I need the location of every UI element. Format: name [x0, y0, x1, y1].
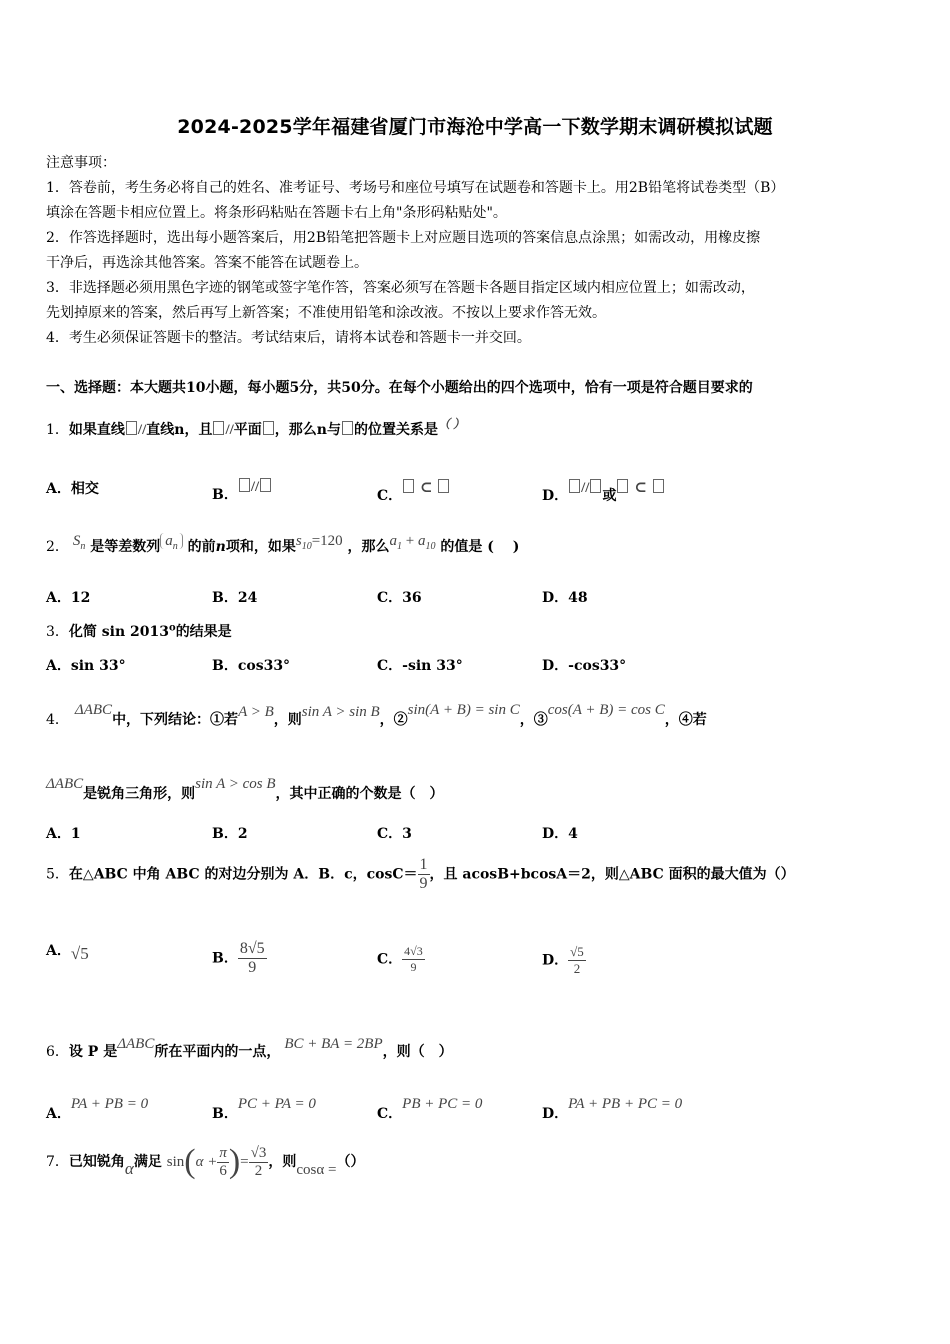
q5-option-c[interactable] [377, 944, 425, 975]
frac-den: 9 [248, 959, 257, 976]
question-4-cont [46, 776, 444, 803]
frac-num: √3 [250, 1144, 267, 1161]
math-inner: α + [195, 1154, 218, 1170]
q-text: （） [336, 1154, 365, 1170]
q-expr: sin 2013 [101, 624, 170, 640]
math-sub: 1 [397, 541, 403, 552]
q2-option-b[interactable]: B．24 [212, 590, 258, 606]
q-text: 直线 [146, 422, 175, 438]
placeholder-symbol [653, 479, 664, 493]
q-text: 的结果是 [175, 624, 232, 640]
notes-line: 1．答卷前，考生务必将自己的姓名、准考证号、考场号和座位号填写在试题卷和答题卡上。用2B铅笔将试卷类型（B） [46, 180, 785, 196]
math-an [160, 533, 183, 552]
question-number: 3． [46, 624, 69, 640]
q3-option-c[interactable]: C．-sin 33° [377, 658, 463, 674]
option-label: D． [542, 952, 569, 969]
math-s: s [295, 533, 302, 549]
question-3 [46, 621, 232, 641]
q-text: 中，下列结论：①若 [112, 712, 239, 728]
math-sub: n [80, 541, 86, 552]
degree-symbol: o [169, 622, 176, 634]
math-expr: cos(A + B) = cos C [547, 702, 665, 718]
notes-line: 4．考生必须保证答题卡的整洁。考试结束后，请将本试卷和答题卡一并交回。 [46, 330, 531, 346]
frac-den: 2 [254, 1162, 263, 1179]
q-text: 是等差数列 [90, 539, 161, 555]
q4-option-a[interactable]: A．1 [46, 826, 81, 842]
q-text: ，且 [184, 422, 213, 438]
option-label: C． [377, 488, 403, 504]
option-label: C． [377, 1106, 403, 1122]
frac-num: 8√5 [239, 940, 265, 957]
page-title: 2024-2025学年福建省厦门市海沧中学高一下数学期末调研模拟试题 [177, 116, 773, 138]
placeholder-symbol [260, 478, 271, 492]
q1-option-d[interactable] [542, 478, 665, 505]
parallel-symbol: // [581, 480, 590, 496]
math-sin-expr: sin(α + $\frac{\pi}{6}$ )= $\frac{√3}{2}$ [166, 1143, 267, 1180]
math-s: S [72, 533, 81, 549]
subset-symbol: ⊂ [634, 480, 647, 496]
q3-option-b[interactable]: B．cos33° [212, 658, 291, 674]
q3-option-a[interactable]: A．sin 33° [46, 658, 126, 674]
q-text: 项和，如果 [225, 539, 296, 555]
question-7 [46, 1143, 364, 1181]
math-expr: PC + PA = 0 [237, 1096, 316, 1112]
math-expr: PA + PB + PC = 0 [568, 1096, 683, 1112]
option-label: D． [542, 1106, 569, 1122]
option-label: D． [542, 488, 569, 504]
option-or: 或 [602, 488, 617, 504]
frac-den: 2 [573, 961, 581, 976]
question-4 [46, 702, 707, 729]
frac-num: π [219, 1144, 227, 1161]
q-text: 如果直线 [68, 422, 125, 438]
math-triangle: ΔABC [46, 776, 84, 792]
question-5 [46, 856, 795, 893]
math-eq: = [240, 1154, 249, 1170]
q-text: ，则 [268, 1154, 297, 1170]
notes-line: 3．非选择题必须用黑色字迹的钢笔或签字笔作答，答案必须写在答题卡各题目指定区域内相应位置上；如需改动， [46, 280, 755, 296]
fraction-pi-6 [217, 1145, 229, 1180]
placeholder-symbol [569, 479, 580, 493]
q-var: n [316, 422, 327, 438]
question-2 [46, 533, 519, 556]
option-label: A． [46, 1106, 71, 1122]
placeholder-symbol [213, 421, 224, 435]
fraction [402, 944, 425, 975]
question-number: 4． [46, 712, 69, 728]
q-text: 在△ABC 中角 ABC 的对边分别为 A．B．c，cosC＝ [68, 866, 418, 883]
parallel-symbol: // [250, 479, 260, 495]
q1-option-a[interactable]: A．相交 [46, 481, 99, 497]
placeholder-symbol [438, 479, 449, 493]
math-expr: sin A > cos B [195, 776, 276, 792]
math-expr: PA + PB = 0 [70, 1096, 149, 1112]
question-6 [46, 1036, 453, 1061]
math-a1-a10 [389, 533, 436, 552]
q-text: ，那么 [274, 422, 317, 438]
q-text: ，且 acosB+bcosA＝2，则△ABC 面积的最大值为（） [429, 866, 795, 883]
math-triangle: ΔABC [117, 1036, 155, 1052]
placeholder-symbol [617, 479, 628, 493]
placeholder-symbol [590, 479, 601, 493]
q-text: ，③ [519, 712, 548, 728]
placeholder-symbol [126, 421, 137, 435]
math-sub: 10 [425, 541, 436, 552]
parallel-symbol: // [137, 422, 147, 438]
math-expr: √5 [70, 944, 89, 963]
fraction-root3-2 [249, 1145, 269, 1180]
q6-option-a[interactable] [46, 1096, 148, 1123]
notes-line: 干净后，再选涂其他答案。答案不能答在试题卷上。 [46, 255, 368, 271]
q1-option-b[interactable] [212, 478, 272, 504]
frac-num: 4√3 [404, 944, 423, 958]
math-expr: BC + BA = 2BP [284, 1036, 383, 1052]
frac-den: 9 [410, 960, 417, 974]
q5-option-a[interactable] [46, 940, 89, 964]
math-expr: sin A > sin B [301, 704, 380, 720]
math-a: a [165, 533, 173, 549]
question-number: 6． [46, 1044, 69, 1060]
q-text: 化简 [68, 624, 97, 640]
question-number: 1． [46, 422, 69, 438]
notes-block [46, 151, 906, 351]
math-eq: =120 [311, 533, 343, 549]
q-text: 的前 [187, 539, 216, 555]
q1-option-c[interactable] [377, 478, 450, 505]
placeholder-symbol [403, 479, 414, 493]
question-number: 7． [46, 1154, 69, 1170]
option-label: C． [377, 951, 403, 968]
math-a: a [389, 533, 398, 549]
math-plus: + [405, 533, 415, 549]
q5-option-b[interactable] [212, 940, 267, 977]
q-text: ，② [379, 712, 408, 728]
math-expr: A > B [238, 704, 274, 720]
q-text: ，其中正确的个数是（ ） [275, 786, 444, 802]
math-expr: sin(A + B) = sin C [407, 702, 520, 718]
q-var: n [215, 539, 226, 555]
section-heading: 一、选择题：本大题共10小题，每小题5分，共50分。在每个小题给出的四个选项中，恰有一项是符合题目要求的 [46, 380, 753, 396]
q-text: 设 P 是 [68, 1044, 118, 1060]
math-sub: 10 [301, 541, 312, 552]
fraction-1-9 [418, 856, 430, 893]
math-sin: sin [166, 1154, 185, 1170]
option-label: B． [212, 950, 238, 967]
q-text: ，则 [273, 712, 302, 728]
q4-option-c[interactable]: C．3 [377, 826, 412, 842]
q2-option-d[interactable]: D．48 [542, 590, 588, 606]
notes-line: 2．作答选择题时，选出每小题答案后，用2B铅笔把答题卡上对应题目选项的答案信息点涂黑；如需改动，用橡皮擦 [46, 230, 761, 246]
q-text: 与 [326, 422, 341, 438]
q-var: n [174, 422, 185, 438]
q-text: 所在平面内的一点， [154, 1044, 281, 1060]
placeholder-symbol [239, 478, 250, 492]
answer-paren: （ ） [437, 417, 465, 431]
q-text: 已知锐角 [68, 1154, 125, 1170]
frac-num: 1 [419, 856, 428, 873]
frac-den: 6 [219, 1162, 227, 1179]
question-1 [46, 415, 465, 439]
q6-option-c[interactable] [377, 1096, 482, 1123]
notes-line: 填涂在答题卡相应位置上。将条形码粘贴在答题卡右上角"条形码粘贴处"。 [46, 205, 507, 221]
q6-option-d[interactable] [542, 1096, 682, 1123]
placeholder-symbol [263, 421, 274, 435]
math-sn [72, 533, 86, 552]
q-text: ，则（ ） [382, 1044, 453, 1060]
q4-option-d[interactable]: D．4 [542, 826, 578, 842]
q-text: 平面 [233, 422, 262, 438]
frac-num: √5 [570, 944, 584, 959]
fraction [238, 940, 267, 977]
q4-option-b[interactable]: B．2 [212, 826, 248, 842]
q-text: ，④若 [664, 712, 707, 728]
math-expr: PB + PC = 0 [402, 1096, 483, 1112]
q3-option-d[interactable]: D．-cos33° [542, 658, 627, 674]
notes-heading: 注意事项： [46, 155, 116, 171]
math-sub: n [172, 541, 178, 552]
math-a: a [418, 533, 426, 549]
parallel-symbol: // [225, 422, 234, 438]
q5-option-d[interactable] [542, 944, 586, 977]
math-cos: cosα = [296, 1162, 337, 1178]
q6-option-b[interactable] [212, 1096, 316, 1123]
placeholder-symbol [342, 421, 353, 435]
q2-option-c[interactable]: C．36 [377, 590, 422, 606]
math-alpha: α [124, 1159, 134, 1178]
q-text: ，那么 [347, 539, 390, 555]
q-text: 的值是 ( ) [440, 539, 520, 555]
subset-symbol: ⊂ [420, 480, 433, 496]
question-number: 5． [46, 866, 69, 883]
q-text: 的位置关系是 [353, 422, 438, 438]
notes-line: 先划掉原来的答案，然后再写上新答案；不准使用铅笔和涂改液。不按以上要求作答无效。 [46, 305, 606, 321]
question-number: 2． [46, 539, 69, 555]
q2-option-a[interactable]: A．12 [46, 590, 91, 606]
option-label: B． [212, 487, 238, 503]
frac-den: 9 [419, 875, 428, 892]
option-label: B． [212, 1106, 238, 1122]
option-label: A． [46, 943, 71, 959]
q-text: 是锐角三角形，则 [83, 786, 196, 802]
q-text: 满足 [133, 1154, 162, 1170]
math-triangle: ΔABC [74, 702, 113, 718]
math-s10 [295, 533, 343, 552]
fraction [568, 944, 586, 977]
